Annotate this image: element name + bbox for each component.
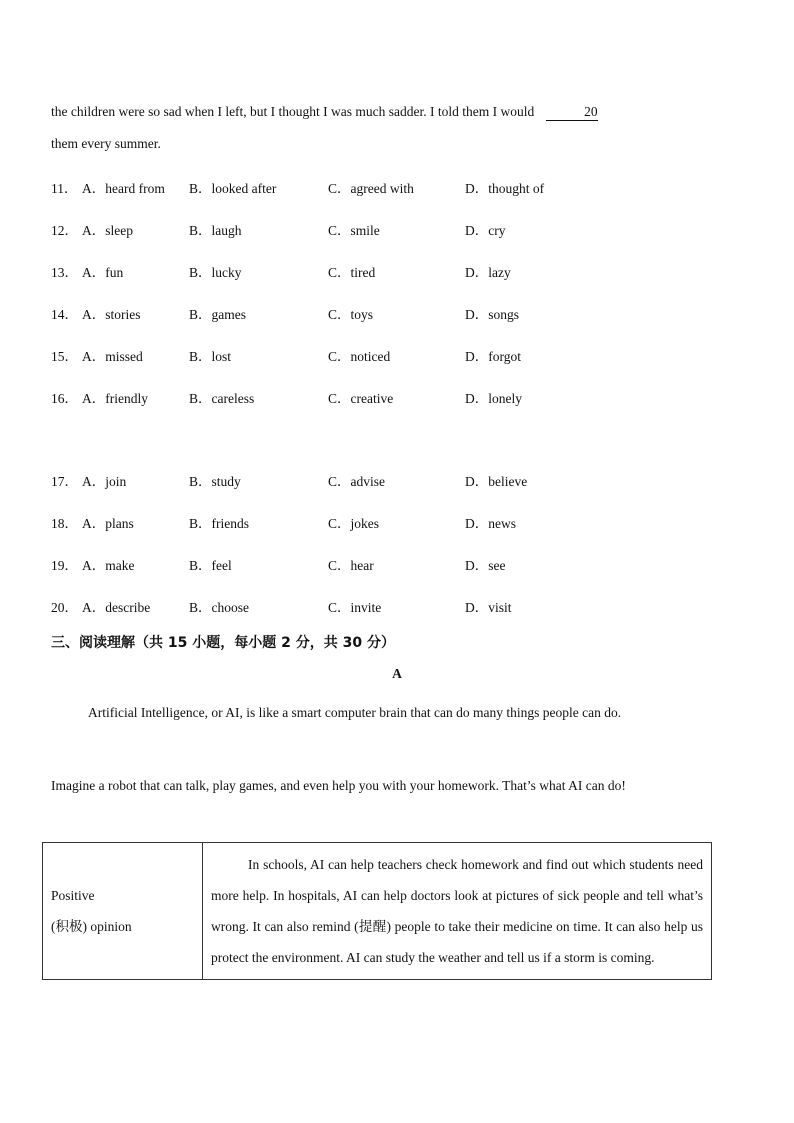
option-a: A．missed bbox=[82, 349, 143, 364]
option-c: C．noticed bbox=[328, 349, 391, 364]
question-number: 19． bbox=[51, 558, 78, 573]
opinion-table bbox=[42, 842, 712, 980]
passage-line-2: them every summer. bbox=[51, 136, 161, 151]
option-b: B．study bbox=[189, 474, 241, 489]
question-17 bbox=[51, 470, 651, 490]
question-15 bbox=[51, 345, 651, 365]
option-a: A．join bbox=[82, 474, 127, 489]
opinion-text-cell bbox=[203, 843, 712, 980]
question-16 bbox=[51, 387, 651, 407]
option-a: A．make bbox=[82, 558, 135, 573]
option-d: D．cry bbox=[465, 223, 506, 238]
question-number: 16． bbox=[51, 391, 78, 406]
option-b: B．looked after bbox=[189, 181, 277, 196]
question-19 bbox=[51, 554, 651, 574]
question-14 bbox=[51, 303, 651, 323]
paragraph-1: Artificial Intelligence, or AI, is like a smart computer brain that can do many things people can do. bbox=[88, 705, 622, 720]
option-d: D．lonely bbox=[465, 391, 522, 406]
option-b: B．choose bbox=[189, 600, 249, 615]
option-d: D．thought of bbox=[465, 181, 545, 196]
question-number: 18． bbox=[51, 516, 78, 531]
option-b: B．games bbox=[189, 307, 246, 322]
option-c: C．agreed with bbox=[328, 181, 414, 196]
option-c: C．tired bbox=[328, 265, 376, 280]
question-20 bbox=[51, 596, 651, 616]
opinion-text: In schools, AI can help teachers check homework and find out which students need more help. In hospitals, AI can help doctors look at pictures of sick people and tell what’s wrong. It can also remind (提醒) people to take their medicine on time. It can also help us protect the environment. AI can study the weather and tell us if a storm is coming. bbox=[211, 857, 703, 965]
option-c: C．smile bbox=[328, 223, 380, 238]
option-d: D．songs bbox=[465, 307, 520, 322]
question-12 bbox=[51, 219, 651, 239]
question-number: 20． bbox=[51, 600, 78, 615]
option-c: C．jokes bbox=[328, 516, 380, 531]
option-d: D．forgot bbox=[465, 349, 521, 364]
option-d: D．believe bbox=[465, 474, 528, 489]
option-a: A．stories bbox=[82, 307, 141, 322]
paragraph-2: Imagine a robot that can talk, play games, and even help you with your homework. That’s what AI can do! bbox=[51, 778, 626, 793]
option-b: B．lucky bbox=[189, 265, 242, 280]
option-a: A．describe bbox=[82, 600, 151, 615]
table-row bbox=[43, 843, 712, 980]
option-d: D．lazy bbox=[465, 265, 511, 280]
option-c: C．hear bbox=[328, 558, 374, 573]
answer-blank-20: 20 bbox=[546, 104, 598, 121]
question-number: 13． bbox=[51, 265, 78, 280]
option-b: B．laugh bbox=[189, 223, 242, 238]
option-c: C．invite bbox=[328, 600, 382, 615]
opinion-label-line-1: Positive bbox=[51, 888, 95, 903]
question-13 bbox=[51, 261, 651, 281]
option-c: C．advise bbox=[328, 474, 385, 489]
option-a: A．fun bbox=[82, 265, 124, 280]
passage-text-1: the children were so sad when I left, but I thought I was much sadder. I told them I would bbox=[51, 104, 535, 119]
option-d: D．news bbox=[465, 516, 516, 531]
question-number: 14． bbox=[51, 307, 78, 322]
option-d: D．see bbox=[465, 558, 506, 573]
question-18 bbox=[51, 512, 651, 532]
question-11 bbox=[51, 177, 651, 197]
option-b: B．feel bbox=[189, 558, 232, 573]
option-a: A．heard from bbox=[82, 181, 165, 196]
option-b: B．lost bbox=[189, 349, 232, 364]
section-title: 三、阅读理解（共 15 小题，每小题 2 分，共 30 分） bbox=[51, 635, 395, 651]
opinion-label-cell bbox=[43, 843, 203, 980]
option-d: D．visit bbox=[465, 600, 512, 615]
question-number: 11． bbox=[51, 181, 78, 196]
option-b: B．friends bbox=[189, 516, 249, 531]
option-c: C．toys bbox=[328, 307, 374, 322]
option-b: B．careless bbox=[189, 391, 255, 406]
passage-line-1 bbox=[51, 104, 598, 121]
option-a: A．sleep bbox=[82, 223, 133, 238]
question-number: 12． bbox=[51, 223, 78, 238]
opinion-label-line-2: (积极) opinion bbox=[51, 919, 132, 934]
question-number: 17． bbox=[51, 474, 78, 489]
option-a: A．friendly bbox=[82, 391, 148, 406]
option-a: A．plans bbox=[82, 516, 134, 531]
option-c: C．creative bbox=[328, 391, 394, 406]
question-number: 15． bbox=[51, 349, 78, 364]
passage-label: A bbox=[392, 666, 402, 681]
